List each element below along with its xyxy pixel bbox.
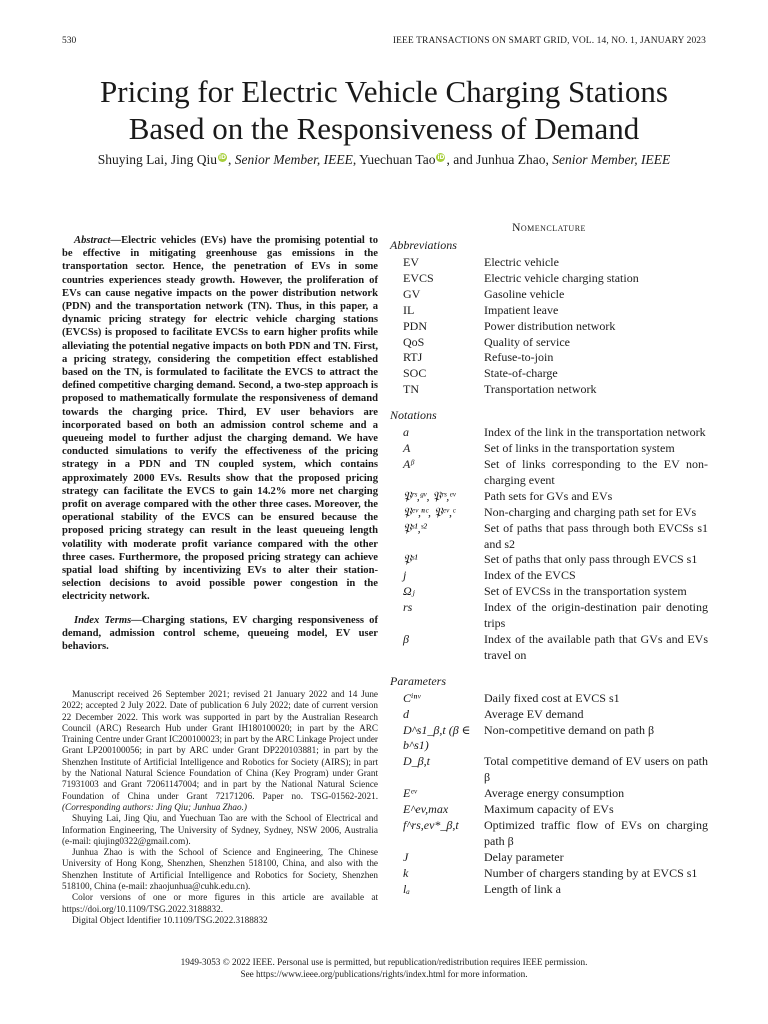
nomenclature-row xyxy=(390,632,708,664)
nomenclature-row xyxy=(390,552,708,568)
definition: Maximum capacity of EVs xyxy=(484,802,614,817)
definition: Gasoline vehicle xyxy=(484,286,565,301)
nomenclature-row xyxy=(390,850,708,866)
symbol: PDN xyxy=(403,318,428,333)
symbol: D^s1_β,t (β ∈ b^s1) xyxy=(403,722,471,753)
footnote-affiliation-2: Junhua Zhao is with the School of Science and Engineering, The Chinese University of Hong Kong, Shenzhen, Shenzhen 518100, China, and also with the Shenzhen Institute of Artificial Intelligence and Robotics for Society, Shenzhen 518100, China (e-mail: zhaojunhua@cuhk.edu.cn). xyxy=(62,847,378,892)
nomenclature-row xyxy=(390,382,708,398)
nomenclature-row xyxy=(390,255,708,271)
definition: Quality of service xyxy=(484,334,570,349)
abstract xyxy=(62,234,378,604)
nomenclature-row xyxy=(390,754,708,786)
nomenclature-row xyxy=(390,600,708,632)
symbol: 𝔓ˢ¹,ˢ² xyxy=(403,520,427,535)
symbol: E^ev,max xyxy=(403,802,449,817)
nomenclature-row xyxy=(390,303,708,319)
footnote-doi: Digital Object Identifier 10.1109/TSG.2022.3188832 xyxy=(72,914,268,925)
symbol: k xyxy=(403,865,409,880)
title-line-2: Based on the Responsiveness of Demand xyxy=(128,111,640,146)
nomenclature-row xyxy=(390,271,708,287)
parameters-list xyxy=(390,691,708,898)
copyright-line-1: 1949-3053 © 2022 IEEE. Personal use is permitted, but republication/redistribution requires IEEE permission. xyxy=(180,957,588,967)
symbol: j xyxy=(403,568,407,583)
symbol: RTJ xyxy=(403,350,423,365)
author-name-3: and Junhua Zhao xyxy=(453,152,546,167)
nomenclature-row xyxy=(390,441,708,457)
definition: Total competitive demand of EV users on path β xyxy=(484,754,708,785)
nomenclature-row xyxy=(390,584,708,600)
symbol: SOC xyxy=(403,366,427,381)
nomenclature-row xyxy=(390,802,708,818)
symbol: J xyxy=(403,849,409,864)
orcid-icon[interactable]: iD xyxy=(218,153,226,161)
nomenclature-row xyxy=(390,425,708,441)
abbreviations-title: Abbreviations xyxy=(390,238,457,252)
parameters-title: Parameters xyxy=(390,673,446,688)
definition: Non-charging and charging path set for EVs xyxy=(484,504,697,519)
index-terms-text: Charging stations, EV charging responsiveness of demand, admission control scheme, queueing model, EV user behaviors. xyxy=(62,614,378,653)
symbol: EV xyxy=(403,255,419,269)
definition: Daily fixed cost at EVCS s1 xyxy=(484,690,620,705)
index-terms-label: Index Terms— xyxy=(74,614,142,626)
definition: Set of links corresponding to the EV non-charging event xyxy=(484,456,708,487)
corresponding-authors: (Corresponding authors: Jing Qiu; Junhua Zhao.) xyxy=(62,801,247,812)
nomenclature-row xyxy=(390,366,708,382)
symbol: lₐ xyxy=(403,881,410,896)
symbol: 𝔓ˢ¹ xyxy=(403,552,418,567)
definition: Index of the link in the transportation network xyxy=(484,425,706,440)
definition: Transportation network xyxy=(484,382,597,397)
definition: State-of-charge xyxy=(484,366,558,381)
footnote-funding-text: Manuscript received 26 September 2021; revised 21 January 2022 and 14 June 2022; accepted 2 July 2022. Date of publication 6 July 2022; date of current version 22 December 2022. This work was supported in part by the Australian Research Council (ARC) Research Hub under Grant IH180100020; in part by the ARC Training Centre under Grant IC200100023; in part by the ARC Linkage Project under Grant LP200100056; in part by ARC under Grant DP220103881; in part by the Shenzhen Institute of Artificial Intelligence and Robotics for Society (AIRS); in part by the National Natural Science Foundation of China (Key Program) under Grant 71931003 and Grant 72061147004; and in part by the National Natural Science Foundation of China under Grant 72171206. Paper no. TSG-01562-2021. xyxy=(62,689,378,801)
definition: Optimized traffic flow of EVs on charging path β xyxy=(484,818,708,848)
definition: Set of EVCSs in the transportation system xyxy=(484,584,687,599)
symbol: 𝔓ʳˢ,ᵍᵛ, 𝔓ʳˢ,ᵉᵛ xyxy=(403,488,456,503)
symbol: rs xyxy=(403,600,413,615)
nomenclature-row xyxy=(390,818,708,850)
definition: Index of the available path that GVs and EVs travel on xyxy=(484,631,708,662)
symbol: GV xyxy=(403,286,421,301)
nomenclature-row xyxy=(390,786,708,802)
definition: Power distribution network xyxy=(484,318,616,333)
definition: Impatient leave xyxy=(484,302,559,317)
definition: Refuse-to-join xyxy=(484,350,554,365)
definition: Delay parameter xyxy=(484,849,564,864)
nomenclature-row xyxy=(390,866,708,882)
nomenclature-row xyxy=(390,568,708,584)
symbol: EVCS xyxy=(403,270,434,285)
author-names-1: Shuying Lai, Jing Qiu xyxy=(97,152,217,167)
copyright-line-2: See https://www.ieee.org/publications/rights/index.html for more information. xyxy=(240,968,528,979)
footnote-affiliation-1: Shuying Lai, Jing Qiu, and Yuechuan Tao are with the School of Electrical and Information Engineering, The University of Sydney, Sydney, NSW 2006, Australia (e-mail: qiujing0322@gmail.com). xyxy=(62,813,378,846)
nomenclature-row xyxy=(390,489,708,505)
symbol: 𝔓ᵉᵛ,ⁿᶜ, 𝔓ᵉᵛ,ᶜ xyxy=(403,504,456,519)
abstract-label: Abstract— xyxy=(74,235,122,246)
nomenclature-row xyxy=(390,691,708,707)
nomenclature-row xyxy=(390,457,708,489)
definition: Number of chargers standing by at EVCS s1 xyxy=(484,865,698,880)
author-name-2: Yuechuan Tao xyxy=(359,152,436,167)
symbol: IL xyxy=(403,302,415,317)
definition: Length of link a xyxy=(484,881,561,896)
symbol: Eᵉᵛ xyxy=(403,786,417,801)
definition: Path sets for GVs and EVs xyxy=(484,488,613,503)
definition: Non-competitive demand on path β xyxy=(484,722,655,737)
nomenclature-row xyxy=(390,521,708,553)
title-line-1: Pricing for Electric Vehicle Charging Stations xyxy=(100,74,668,109)
symbol: Cⁱⁿᵛ xyxy=(403,690,421,705)
page-number: 530 xyxy=(62,36,77,46)
author-role-3: Senior Member, IEEE xyxy=(552,152,671,167)
manuscript-footnote xyxy=(62,689,378,926)
symbol: f^rs,ev*_β,t xyxy=(403,818,459,832)
nomenclature-heading: Nomenclature xyxy=(512,222,586,234)
footnote-color-versions: Color versions of one or more figures in this article are available at https://doi.org/10.1109/TSG.2022.3188832. xyxy=(62,892,378,914)
nomenclature xyxy=(390,222,708,898)
nomenclature-row xyxy=(390,335,708,351)
definition: Electric vehicle charging station xyxy=(484,270,639,285)
symbol: β xyxy=(403,631,409,646)
author-line: Shuying Lai, Jing Qiu iD , Senior Member, IEEE, Yuechuan Tao iD , and Junhua Zhao, Senior Member, IEEE xyxy=(97,152,671,167)
symbol: Aᵝ xyxy=(403,456,414,471)
notations-list xyxy=(390,425,708,664)
definition: Set of links in the transportation system xyxy=(484,441,675,456)
definition: Electric vehicle xyxy=(484,255,559,269)
nomenclature-row xyxy=(390,707,708,723)
symbol: a xyxy=(403,425,409,440)
orcid-icon[interactable]: iD xyxy=(437,153,445,161)
definition: Average EV demand xyxy=(484,706,584,721)
author-role-1: Senior Member, IEEE xyxy=(234,152,353,167)
running-head: IEEE TRANSACTIONS ON SMART GRID, VOL. 14, NO. 1, JANUARY 2023 xyxy=(392,36,706,46)
definition: Set of paths that only pass through EVCS s1 xyxy=(484,552,698,567)
index-terms xyxy=(62,614,378,654)
footnote-funding xyxy=(62,689,378,813)
abbreviations-list xyxy=(390,255,708,398)
symbol: TN xyxy=(403,382,419,397)
symbol: D_β,t xyxy=(403,754,430,769)
symbol: QoS xyxy=(403,334,425,349)
nomenclature-row xyxy=(390,723,708,755)
abstract-text: Electric vehicles (EVs) have the promising potential to be effective in mitigating greenhouse gas emissions in the transportation sector. Hence, the penetration of EVs in some countries experiences steady growth. However, the proliferation of EVs can cause negative impacts on the power distribution network (PDN) and the transportation network (TN). Thus, in this paper, a dynamic pricing strategy for electric vehicle charging stations (EVCSs) is proposed to facilitate EVCSs to earn higher profits while alleviating the potential negative impacts on both PDN and TN. First, a pricing strategy, considering the competition effect established based on the TN, is formulated to facilitate the EVCS to attract the defined competitive charging demand. Second, a two-step approach is proposed to mathematically formulate the responsiveness of demand towards the charging price. Third, EV user behaviors are incorporated based on both an admission control scheme and a queueing model to further adjust the charging demand. We have conducted simulations to verify the effectiveness of the pricing strategy in a PDN and TN coupled system, which contains approximately 2000 EVs. Results show that the proposed pricing strategy can facilitate the EVCS to gain 14.2% more net charging profit on average compared with the other three cases. Moreover, the operational stability of the EVCS can be ensured because the proposed pricing strategy can result in the least queueing length volatility with moderate profit variance compared with the other three cases. Furthermore, the proposed pricing strategy can achieve spatial load shifting by incentivizing EVs to alter their station-selection decisions to avoid possible power congestion in the electricity network. xyxy=(62,235,378,603)
left-column xyxy=(62,234,378,653)
symbol: Ωⱼ xyxy=(403,584,415,599)
definition: Index of the origin-destination pair denoting trips xyxy=(484,600,708,631)
nomenclature-row xyxy=(390,287,708,303)
definition: Index of the EVCS xyxy=(484,568,576,583)
symbol: A xyxy=(403,441,411,456)
nomenclature-row xyxy=(390,505,708,521)
definition: Set of paths that pass through both EVCSs s1 and s2 xyxy=(484,520,708,551)
nomenclature-row xyxy=(390,319,708,335)
nomenclature-row xyxy=(390,882,708,898)
symbol: d xyxy=(403,706,409,721)
notations-title: Notations xyxy=(390,408,437,423)
nomenclature-row xyxy=(390,350,708,366)
paper-title xyxy=(0,73,768,147)
copyright-notice xyxy=(0,957,768,980)
definition: Average energy consumption xyxy=(484,786,625,801)
